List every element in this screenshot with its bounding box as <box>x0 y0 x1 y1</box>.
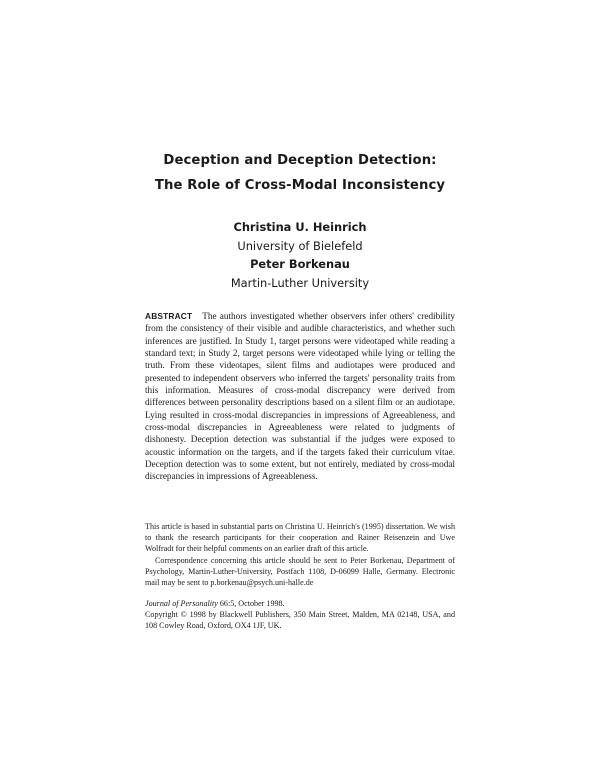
author-name-1: Christina U. Heinrich <box>233 220 367 234</box>
author-affiliation-2: Martin-Luther University <box>230 275 370 290</box>
title-line-1: Deception and Deception Detection: <box>163 153 437 168</box>
publication-info <box>145 598 455 632</box>
copyright-notice: Copyright © 1998 by Blackwell Publishers, 350 Main Street, Malden, MA 02148, USA, and 108 Cowley Road, Oxford, OX4 1JF, UK. <box>145 610 455 631</box>
correspondence-note: Correspondence concerning this article should be sent to Peter Borkenau, Department of Psychology, Martin-Luther-University, Postfach 1108, D-06099 Halle, Germany. Electronic mail may be sent to p.borkenau@psych.uni-halle.de <box>145 555 455 588</box>
abstract <box>145 310 455 483</box>
author-name-2: Peter Borkenau <box>250 257 350 271</box>
journal-citation <box>145 598 455 609</box>
abstract-text: The authors investigated whether observers infer others' credibility from the consistency of their visible and audible characteristics, and whether such inferences are justified. In Study 1, target persons were videotaped while reading a standard text; in Study 2, target persons were videotaped while lying or telling the truth. From these videotapes, silent films and audiotapes were produced and presented to independent observers who inferred the targets' personality traits from this information. Measures of cross-modal discrepancy were derived from differences between personality descriptions based on a silent film or an audiotape. Lying resulted in cross-modal discrepancies in impressions of Agreeableness, and cross-modal discrepancies in Agreeableness were related to judgments of dishonesty. Deception detection was substantial if the judges were exposed to acoustic information on the targets, and if the targets faked their curriculum vitae. Deception detection was to some extent, but not entirely, mediated by cross-modal discrepancies in impressions of Agreeableness. <box>145 311 455 482</box>
author-affiliation-1: University of Bielefeld <box>237 238 363 253</box>
journal-name: Journal of Personality <box>145 599 218 608</box>
abstract-label: ABSTRACT <box>145 311 193 321</box>
author-block <box>0 218 600 292</box>
title-line-2: The Role of Cross-Modal Inconsistency <box>154 178 446 193</box>
journal-issue: 66:5, October 1998. <box>217 599 285 608</box>
footnotes <box>145 521 455 588</box>
acknowledgment-note: This article is based in substantial parts on Christina U. Heinrich's (1995) dissertation. We wish to thank the research participants for their cooperation and Rainer Reisenzein and Uwe Wolfradt for their helpful comments on an earlier draft of this article. <box>145 522 455 554</box>
paper-title <box>0 148 600 198</box>
